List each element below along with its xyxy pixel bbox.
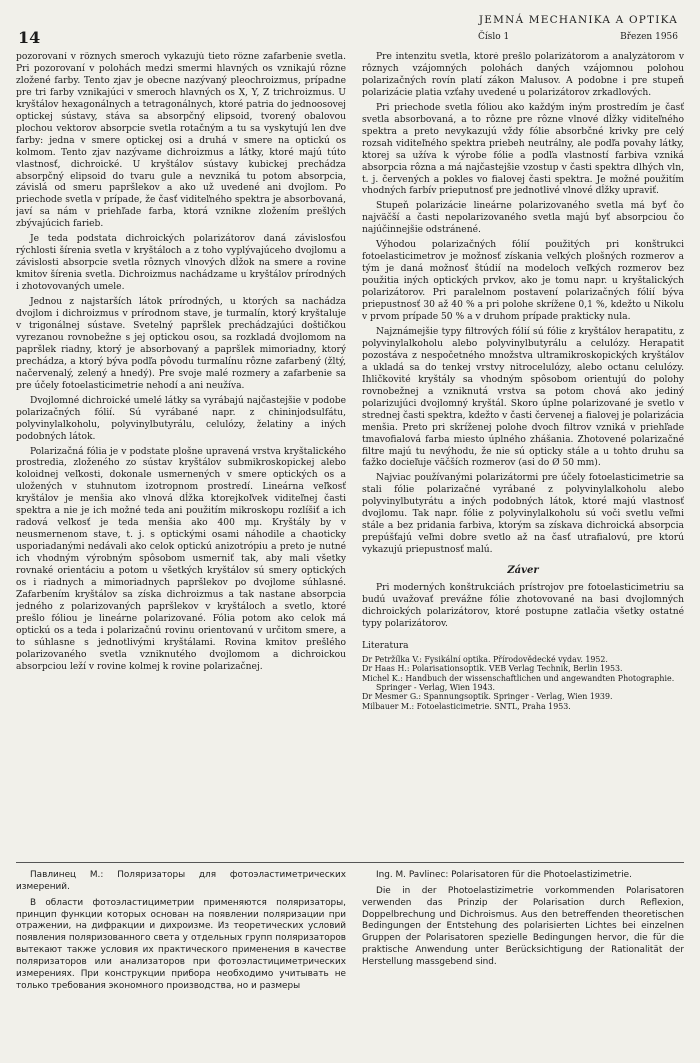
issue-number: Číslo 1 [478, 32, 510, 42]
left-column [16, 52, 346, 857]
paragraph: Stupeň polarizácie lineárne polarizovaného svetla má byť čo najväčší a časti nepolarizovaného svetla majú byť absorpciou čo najúčinnejšie odstránené. [362, 201, 684, 236]
abstract-body: Die in der Photoelastizimetrie vorkommenden Polarisatoren verwenden das Prinzip der Polarisation durch Reflexion, Doppelbrechung und Dichroismus. Aus den betreffenden theoretischen Bedingungen der Entstehung des polarisierten Lichtes bei einzelnen Gruppen der Polarisatoren spezielle Bedingungen hervor, die für die praktische Anwendung unter Berücksichtigung der Rationalität der Herstellung massgebend sind. [362, 885, 684, 967]
issue-line [478, 32, 678, 42]
conclusion-heading: Záver [507, 565, 539, 577]
abstract-title: Павлинец М.: Поляризаторы для фотоэластиметрических измерений. [16, 870, 346, 892]
paragraph: Pri priechode svetla fóliou ako každým iným prostredím je časť svetla absorbovaná, a to rôzne pre rôzne vlnové dĺžky viditeľného spektra a preto nevykazujú vždy fólie absorbčné krivky pre celý rozsah viditeľného spektra priebeh neutrálny, ale podľa povahy látky, ktorej sa užíva k výrobe fólie a podľa vlastností farbiva vzniká absorpcia rôzna a má najčastejšie vzostup v časti spektra dlhých vln, t. j. červených a pokles vo fialovej časti spektra. Je možné použitím vhodných farbív prieputnosť pre jednotlivé vlnové dĺžky upraviť. [362, 102, 684, 197]
paragraph: pozorovaní v rôznych smeroch vykazujú tieto rôzne zafarbenie svetla. Pri pozorovaní v polohách medzi smermi hlavných os vznikajú rôzne zložené farby. Tento zjav je obecne nazývaný pleochroizmus, prípadne pre tri farby vznikajúci v smeroch hlavných os X, Y, Z trichroizmus. U kryštálov hexagonálnych a tetragonálnych, ktoré patria do jednoosovej optickej sústavy, stáva sa absorpčný elipsoid, tvorený obalovou plochou vektorov absorpcie svetla rotačným a tu sa vyskytujú len dve farby: jedna v smere optickej osi a druhá v smere na optickú os kolmom. Tento zjav nazývame dichroizmus a látky, ktoré majú túto vlastnosť, dichroické. U kryštálov sústavy kubickej prechádza absorpčný elipsoid do tvaru gule a nevzniká tu potom absorpcia, závislá od smeru papršlekov a ako už uvedené ani dvojlom. Po priechode svetla v prípade, že časť viditeľného spektra je absorbovaná, javí sa nám v priehľade farba, ktorá vznikne zložením prešlých zbývajúcich farieb. [16, 52, 346, 230]
paragraph: Je teda podstata dichroických polarizátorov daná závislosťou rýchlosti šírenia svetla v kryštáloch a z toho vyplývajúceho dvojlomu a závislosti absorpcie svetla rôznych vlnových dĺžok na smere a rovine kmitov šírenia svetla. Dichroizmus nachádzame u kryštálov prírodných i zhotovovaných umele. [16, 234, 346, 293]
right-column [362, 52, 684, 857]
abstract-title: Ing. M. Pavlinec: Polarisatoren für die Photoelastizimetrie. [376, 870, 632, 880]
journal-title: JEMNÁ MECHANIKA A OPTIKA [478, 14, 678, 26]
literature-heading: Literatura [362, 640, 409, 651]
abstract-russian [16, 870, 346, 1060]
page-number: 14 [18, 28, 41, 47]
issue-date: Březen 1956 [620, 32, 678, 42]
paragraph: Pre intenzitu svetla, ktoré prešlo polarizátorom a analyzátorom v rôznych vzájomných polohách daných vzájomnou polohou polarizačných rovín platí zákon Malusov. A podobne i pre stupeň polarizácie platia vzťahy uvedené u polarizátorov zrkadlových. [362, 52, 684, 98]
abstract-german [362, 870, 684, 1060]
paragraph: Výhodou polarizačných fólií použitých pri konštrukci fotoelasticimetrov je možnosť získania veľkých plošných rozmerov a tým je daná možnosť štúdií na modeloch veľkých rozmerov bez použitia iných optických prvkov, ako je tomu napr. u kryštalických polarizátorov. Pri paralelnom postavení polarizačných fólií býva priepustnosť 30 až 40 % a pri polohe skrížene 0,1 %, kdežto u Nikolu v prvom prípade 50 % a v druhom prípade prakticky nula. [362, 240, 684, 323]
literature-item: Michel K.: Handbuch der wissenschaftlichen und angewandten Photographie. Springer - Verlag, Wien 1943. [362, 673, 675, 693]
literature-item: Dr Haas H.: Polarisationsoptik. VEB Verlag Technik, Berlin 1953. [362, 664, 623, 674]
abstract-divider [16, 862, 684, 863]
literature-item: Milbauer M.: Fotoelasticimetrie. SNTL, Praha 1953. [362, 701, 571, 711]
paragraph: Najviac používanými polarizátormi pre účely fotoelasticimetrie sa stali fólie polarizačné vyrábané z polyvinylalkoholu alebo polyvinylbutyrátu a iných podobných látok, ktoré majú vlastnosť dvojlomu. Tak napr. fólie z polyvinylalkoholu sú voči svetlu veľmi stále a bez pridania farbiva, ktorým sa získava dichroická absorpcia prepúšťajú veľmi dobre svetlo až na časť utrafialovú, pre ktorú vykazujú priepustnosť malú. [362, 473, 684, 556]
literature-item: Dr Mesmer G.: Spannungsoptik. Springer - Verlag, Wien 1939. [362, 692, 613, 702]
conclusion-text: Pri moderných konštrukciách prístrojov pre fotoelasticimetriu sa budú uvažovať prevážne fólie zhotovované na basi dvojlomných dichroických polarizátorov, ktoré postupne zatlačia všetky ostatné typy polarizátorov. [362, 583, 684, 629]
paragraph: Najznámejšie typy filtrových fólií sú fólie z kryštálov herapatitu, z polyvinylalkoholu alebo polyvinylbutyrálu a celulózy. Herapatit pozostáva z nespočetného množstva ultramikroskopických kryštálov a ukladá sa do tenkej vrstvy nitrocelulózy, alebo octanu celulózy. Ihličkovité kryštály sa vhodným spôsobom orientujú do polohy rovnobežnej a vzniknutá vrstva sa potom chová ako jediný polarizujúci dvojlomný kryštál. Skoro úplne polarizované je svetlo v strednej časti spektra, kdežto v časti červenej a fialovej je polarizácia menšia. Preto pri skríženej polohe dvoch filtrov vzniká v priehľade tmavofialová farba miesto úplného zhášania. Zhotovené polarizačné filtre majú tu nevýhodu, že nie sú opticky stále a u tohto druhu sa ťažko docieľuje väčších rozmerov (asi do Ø 50 mm). [362, 326, 684, 469]
literature-item: Dr Petržílka V.: Fysikální optika. Přírodovědecké vydav. 1952. [362, 654, 608, 664]
abstract-body: В области фотоэластициметрии применяются поляризаторы, принцип функции которых основан на появлении поляризации при отражении, на дифракции и дихроизме. Из теоретических условий появления поляризованного света у отдельных групп поляризаторов вытекают также условия их практического применения в качестве поляризаторов или анализаторов при фотоэластициметрических измерениях. При конструкции прибора необходимо учитывать не только требования экономного производства, но и размеры [16, 897, 346, 991]
paragraph: Polarizačná fólia je v podstate plošne upravená vrstva kryštalického prostredia, zloženého zo sústav kryštálov submikroskopickej alebo koloidnej veľkosti, dokonale usmernených v smere optických os a uložených v stuhnutom izotropnom prostredí. Lineárna veľkosť kryštálov je menšia ako vlnová dĺžka ktorejkoľvek viditeľnej časti spektra a nie je ich možné teda ani použitím mikroskopu rozlíšiť a ich radová veľkosť je teda menšia ako 400 mμ. Kryštály by v neusmernenom stave, t. j. s optickými osami náhodile a chaoticky usporiadanými nedávali ako celok optickú anizotrópiu a preto je nutné ich vhodným výrobným spôsobom usmerniť tak, aby mali všetky rovnaké orientáciu a potom u všetkých kryštálov sú smery optických os i riadnych a mimoriadnych papršlekov po dvojlome súhlasné. Zafarbením kryštálov sa získa dichroizmus a tak nastane absorpcia jedného z polarizovaných papršlekov v kryštáloch a svetlo, ktoré prešlo fóliou je lineárne polarizované. Fólia potom ako celok má optickú os a teda i polarizačnú rovinu orientovanú v určitom smere, a to súhlasne s jednotlivými kryštálami. Rovina kmitov prešlého polarizovaného svetla vzniknutého dvojlomom a dichroickou absorpciou leží v rovine kolmej k rovine polarizačnej. [16, 446, 346, 672]
paragraph: Jednou z najstarších látok prírodných, u ktorých sa nachádza dvojlom i dichroizmus v prírodnom stave, je turmalín, ktorý kryštaluje v trigonálnej sústave. Svetelný papršlek prechádzajúci doštičkou vyrezanou rovnobežne s jej optickou osou, sa rozkladá dvojlomom na papršlek riadny, ktorý je absorbovaný a papršlek mimoriadny, ktorý prechádza, a ktorý býva podľa pôvodu turmalínu rôzne zafarbený (žltý, načervenalý, zelený a hnedý). Pre svoje malé rozmery a zafarbenie sa pre účely fotoelasticimetrie nehodí a ani neužíva. [16, 297, 346, 391]
paragraph: Dvojlomné dichroické umelé látky sa vyrábajú najčastejšie v podobe polarizačných fólií. Sú vyrábané napr. z chininjodsulfátu, polyvinylalkoholu, polyvinylbutyrálu, celulózy, želatiny a iných podobných látok. [16, 395, 346, 442]
